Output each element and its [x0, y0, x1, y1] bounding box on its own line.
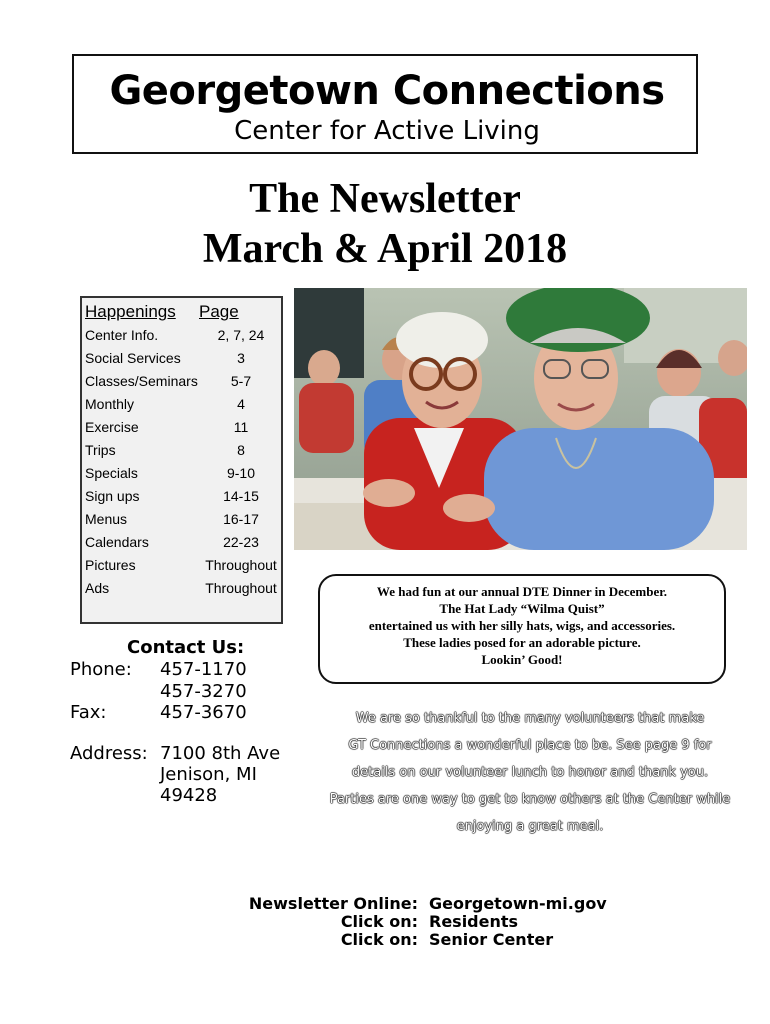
toc-item-page: Throughout	[205, 580, 277, 596]
fax-label: Fax:	[70, 702, 107, 723]
toc-item-page: 4	[237, 396, 245, 412]
toc-item-name: Exercise	[85, 419, 139, 435]
residents-link[interactable]: Residents	[429, 912, 519, 931]
toc-row	[85, 511, 279, 534]
senior-center-link[interactable]: Senior Center	[429, 930, 554, 949]
caption-line: The Hat Lady “Wilma Quist”	[439, 601, 605, 616]
org-subtitle: Center for Active Living	[234, 116, 540, 146]
header-box	[72, 54, 698, 154]
toc-item-page: 8	[237, 442, 245, 458]
toc-item-page: 9-10	[226, 465, 256, 481]
toc-item-name: Social Services	[85, 350, 181, 366]
address-line: Jenison, MI	[160, 764, 257, 785]
photo-caption	[318, 574, 726, 684]
fax-number: 457-3670	[160, 702, 247, 723]
phone-label: Phone:	[70, 659, 132, 680]
click-on-label: Click on:	[340, 912, 418, 931]
toc-row	[85, 557, 279, 580]
toc-item-page: 16-17	[223, 511, 259, 527]
toc-row	[85, 534, 279, 557]
caption-line: These ladies posed for an adorable picture.	[403, 635, 641, 650]
event-photo	[294, 288, 747, 550]
toc-row	[85, 442, 279, 465]
toc-item-name: Classes/Seminars	[85, 373, 198, 389]
volunteer-line: Parties are one way to get to know others at the Center while	[329, 792, 731, 807]
caption-line: Lookin’ Good!	[481, 652, 563, 667]
toc-item-name: Monthly	[85, 396, 135, 412]
toc-item-name: Trips	[85, 442, 116, 458]
online-link[interactable]: Georgetown-mi.gov	[429, 894, 607, 913]
toc-row	[85, 488, 279, 511]
caption-line: entertained us with her silly hats, wigs, and accessories.	[368, 618, 676, 633]
toc-item-name: Menus	[85, 511, 128, 527]
volunteer-line: We are so thankful to the many volunteers that make	[355, 711, 705, 726]
toc-item-page: 3	[237, 350, 245, 366]
volunteer-line: enjoying a great meal.	[456, 819, 604, 834]
address-line: 49428	[160, 785, 218, 806]
toc-item-page: 2, 7, 24	[217, 327, 265, 343]
toc-item-name: Specials	[85, 465, 138, 481]
toc-item-page: Throughout	[205, 557, 277, 573]
org-name: Georgetown Connections	[109, 68, 665, 114]
toc-item-page: 11	[233, 419, 249, 435]
toc-row	[85, 419, 279, 442]
newsletter-title	[0, 174, 770, 274]
toc-item-name: Center Info.	[85, 327, 159, 343]
newsletter-title-line2: March & April 2018	[202, 226, 568, 272]
volunteer-line: GT Connections a wonderful place to be. See page 9 for	[348, 738, 712, 753]
newsletter-title-line1: The Newsletter	[249, 176, 521, 222]
toc-item-name: Ads	[85, 580, 110, 596]
toc-item-page: 14-15	[223, 488, 259, 504]
address-label: Address:	[70, 743, 148, 764]
toc-item-page: 5-7	[230, 373, 252, 389]
toc-row	[85, 465, 279, 488]
toc-row	[85, 396, 279, 419]
toc-item-name: Pictures	[85, 557, 136, 573]
contact-title: Contact Us:	[127, 637, 245, 658]
volunteer-message	[310, 705, 750, 840]
toc-header-page: Page	[199, 302, 239, 321]
address-line: 7100 8th Ave	[160, 743, 281, 764]
table-of-contents	[80, 296, 283, 624]
phone-number: 457-1170	[160, 659, 247, 680]
toc-item-name: Sign ups	[85, 488, 140, 504]
volunteer-line: details on our volunteer lunch to honor and thank you.	[351, 765, 709, 780]
toc-row	[85, 580, 279, 603]
online-label: Newsletter Online:	[248, 894, 418, 913]
caption-line: We had fun at our annual DTE Dinner in December.	[376, 584, 668, 599]
toc-row	[85, 350, 279, 373]
toc-item-page: 22-23	[223, 534, 259, 550]
toc-header-happenings: Happenings	[85, 302, 176, 321]
phone-number-2: 457-3270	[160, 681, 247, 702]
toc-item-name: Calendars	[85, 534, 149, 550]
toc-row	[85, 373, 279, 396]
click-on-label: Click on:	[340, 930, 418, 949]
toc-row	[85, 327, 279, 350]
